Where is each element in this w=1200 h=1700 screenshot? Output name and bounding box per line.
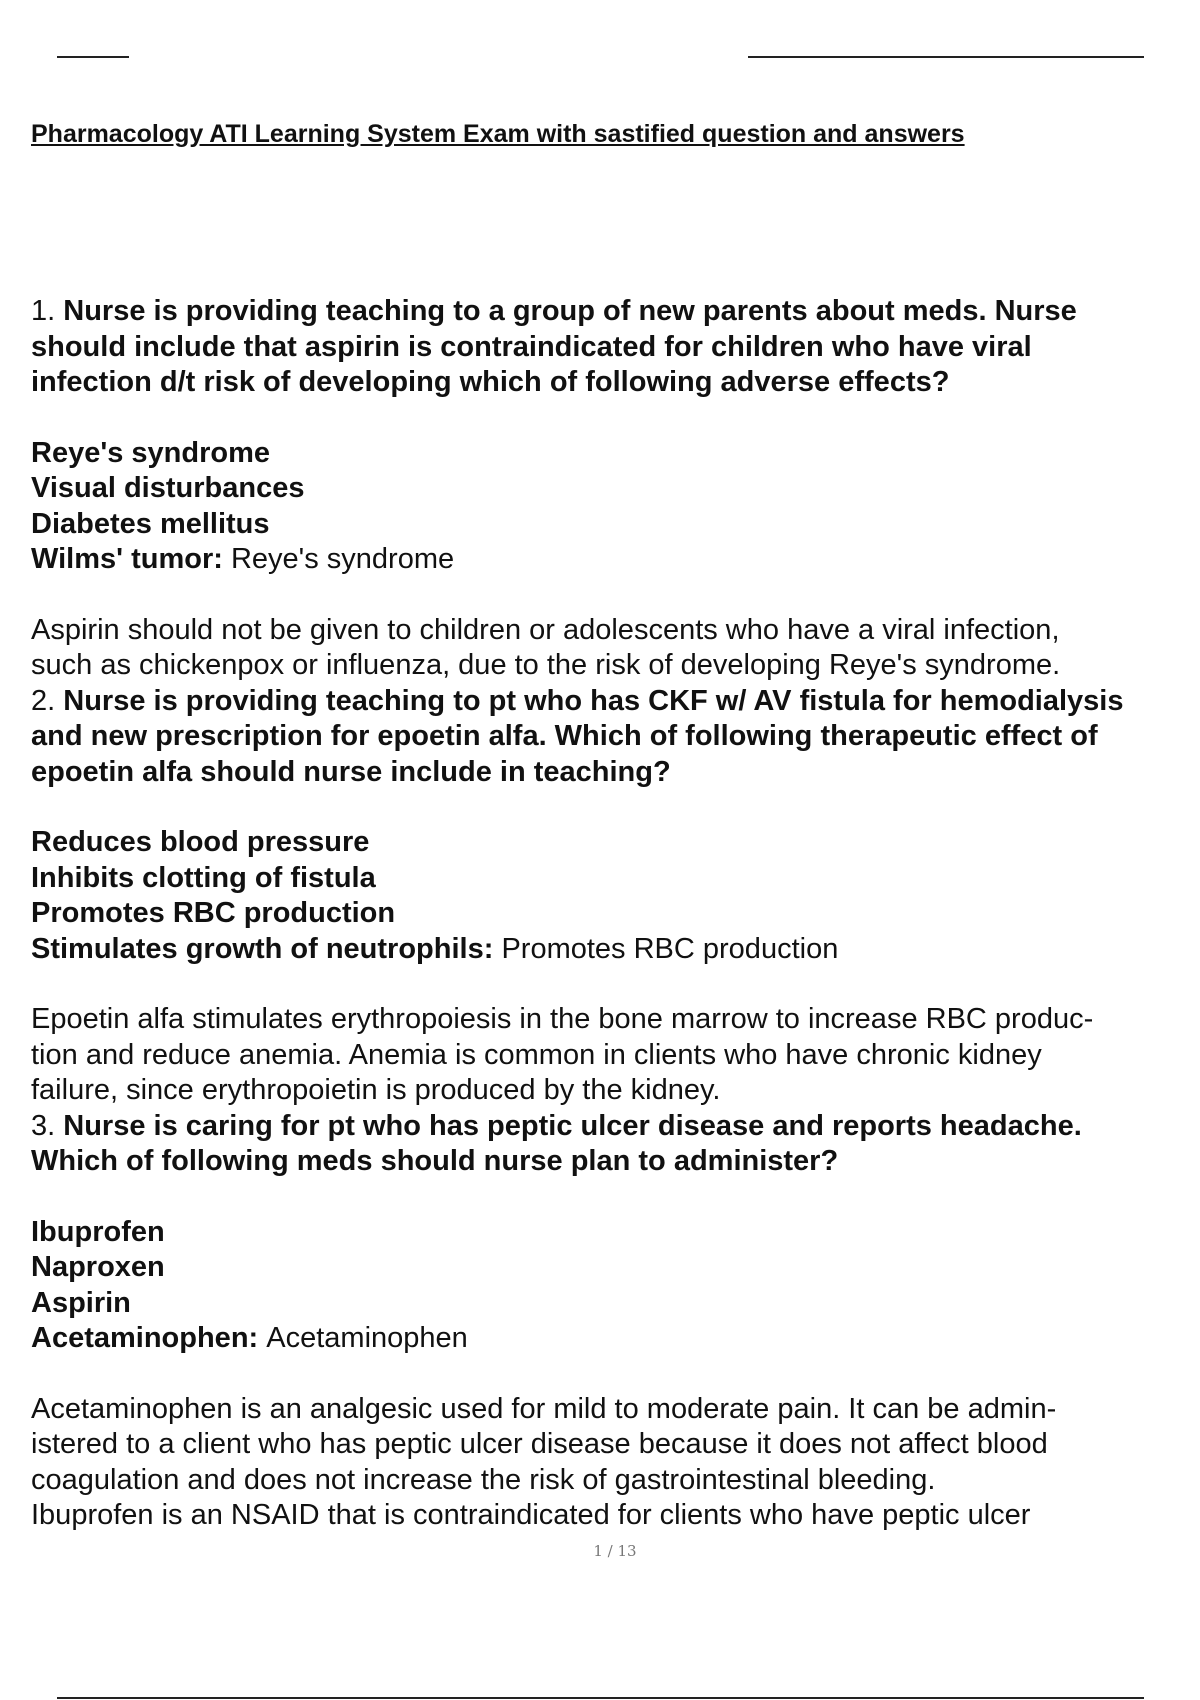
question-3-answer: Acetaminophen: [266, 1322, 468, 1354]
question-3-option-b: Naproxen: [31, 1251, 165, 1283]
question-2-line-3: epoetin alfa should nurse include in teaching?: [31, 755, 671, 788]
question-1-explanation-line-1: Aspirin should not be given to children or adolescents who have a viral infection,: [31, 613, 1060, 646]
question-2-option-b: Inhibits clotting of fistula: [31, 861, 376, 894]
question-2-line-1: 2. Nurse is providing teaching to pt who has CKF w/ AV fistula for hemodialysis: [31, 684, 1124, 717]
question-3-option-d: Acetaminophen: Acetaminophen: [31, 1322, 468, 1354]
question-1-option-c: Diabetes mellitus: [31, 507, 270, 540]
question-2-option-c: Promotes RBC production: [31, 897, 396, 929]
question-1-option-a: Reye's syndrome: [31, 436, 271, 469]
question-2-explanation-line-2: tion and reduce anemia. Anemia is common in clients who have chronic kidney: [31, 1038, 1042, 1071]
header-rule-left: [57, 56, 129, 58]
question-3-option-c: Aspirin: [31, 1286, 131, 1319]
document-title: Pharmacology ATI Learning System Exam with sastified question and answers: [31, 120, 965, 148]
question-3-explanation-line-1: Acetaminophen is an analgesic used for mild to moderate pain. It can be admin-: [31, 1392, 1057, 1425]
header-rule-right: [748, 56, 1144, 58]
question-3-explanation-line-4: Ibuprofen is an NSAID that is contraindicated for clients who have peptic ulcer: [31, 1499, 1031, 1531]
watermark-logo: [130, 40, 750, 104]
question-3-line-2: Which of following meds should nurse plan to administer?: [31, 1145, 839, 1177]
footer-rule: [57, 1697, 1144, 1699]
question-1-line-3: infection d/t risk of developing which of following adverse effects?: [31, 366, 950, 398]
question-1-line-1: 1. Nurse is providing teaching to a group of new parents about meds. Nurse: [31, 295, 1077, 327]
question-2-option-d: Stimulates growth of neutrophils: Promotes RBC production: [31, 932, 839, 965]
question-1-option-b: Visual disturbances: [31, 472, 305, 504]
question-1-explanation-line-2: such as chickenpox or influenza, due to the risk of developing Reye's syndrome.: [31, 649, 1061, 681]
question-1-answer: Reye's syndrome: [230, 543, 455, 575]
question-2-answer: Promotes RBC production: [501, 932, 839, 965]
question-3-explanation-line-3: coagulation and does not increase the risk of gastrointestinal bleeding.: [31, 1463, 936, 1496]
question-1-number: 1.: [31, 295, 56, 327]
question-2-number: 2.: [31, 684, 56, 717]
document-body: [31, 294, 1200, 1534]
question-3-option-a: Ibuprofen: [31, 1215, 165, 1248]
question-2-explanation-line-3: failure, since erythropoietin is produced by the kidney.: [31, 1074, 721, 1106]
question-3-number: 3.: [31, 1109, 56, 1142]
question-2-line-2: and new prescription for epoetin alfa. Which of following therapeutic effect of: [31, 720, 1098, 752]
question-1-option-d: Wilms' tumor: Reye's syndrome: [31, 543, 455, 575]
question-3-explanation-line-2: istered to a client who has peptic ulcer disease because it does not affect blood: [31, 1428, 1048, 1460]
page-number: 1 / 13: [593, 1542, 637, 1560]
question-1-line-2: should include that aspirin is contraindicated for children who have viral: [31, 330, 1032, 363]
question-3-line-1: 3. Nurse is caring for pt who has peptic ulcer disease and reports headache.: [31, 1109, 1082, 1142]
question-2-explanation-line-1: Epoetin alfa stimulates erythropoiesis in the bone marrow to increase RBC produc-: [31, 1003, 1094, 1035]
question-2-option-a: Reduces blood pressure: [31, 826, 370, 858]
